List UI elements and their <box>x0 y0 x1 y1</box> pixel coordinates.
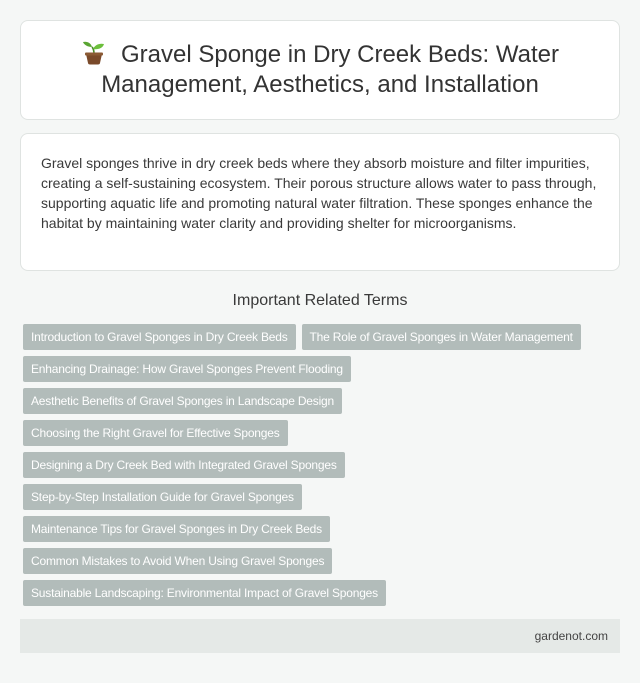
term-tag[interactable]: Aesthetic Benefits of Gravel Sponges in Landscape Design <box>23 388 342 414</box>
title-card <box>20 20 620 120</box>
term-row <box>23 420 623 452</box>
term-row <box>23 484 623 516</box>
term-row <box>23 356 623 388</box>
term-tag[interactable]: The Role of Gravel Sponges in Water Management <box>302 324 581 350</box>
term-tag[interactable]: Maintenance Tips for Gravel Sponges in Dry Creek Beds <box>23 516 330 542</box>
term-tag[interactable]: Step-by-Step Installation Guide for Gravel Sponges <box>23 484 302 510</box>
term-row <box>23 324 623 356</box>
term-tag[interactable]: Introduction to Gravel Sponges in Dry Creek Beds <box>23 324 296 350</box>
description-card <box>20 133 620 271</box>
page-title <box>51 40 589 100</box>
term-tag[interactable]: Common Mistakes to Avoid When Using Gravel Sponges <box>23 548 332 574</box>
term-tag[interactable]: Enhancing Drainage: How Gravel Sponges Prevent Flooding <box>23 356 351 382</box>
term-tag[interactable]: Choosing the Right Gravel for Effective Sponges <box>23 420 288 446</box>
footer-site-link[interactable]: gardenot.com <box>534 629 608 643</box>
term-row <box>23 580 623 612</box>
footer <box>20 619 620 653</box>
description-text: Gravel sponges thrive in dry creek beds where they absorb moisture and filter impurities, creating a self-sustaining ecosystem. Their porous structure allows water to pass through, supporting aquatic life and promoting natural water filtration. These sponges enhance the habitat by maintaining water clarity and providing shelter for microorganisms. <box>41 155 597 231</box>
term-row <box>23 452 623 484</box>
term-row <box>23 548 623 580</box>
term-row <box>23 388 623 420</box>
title-text: Gravel Sponge in Dry Creek Beds: Water Management, Aesthetics, and Installation <box>101 41 559 98</box>
term-row <box>23 516 623 548</box>
term-tag[interactable]: Designing a Dry Creek Bed with Integrated Gravel Sponges <box>23 452 345 478</box>
related-terms-heading: Important Related Terms <box>232 292 408 309</box>
term-tag[interactable]: Sustainable Landscaping: Environmental Impact of Gravel Sponges <box>23 580 386 606</box>
sprout-icon <box>81 41 107 65</box>
related-terms-list <box>23 324 623 612</box>
